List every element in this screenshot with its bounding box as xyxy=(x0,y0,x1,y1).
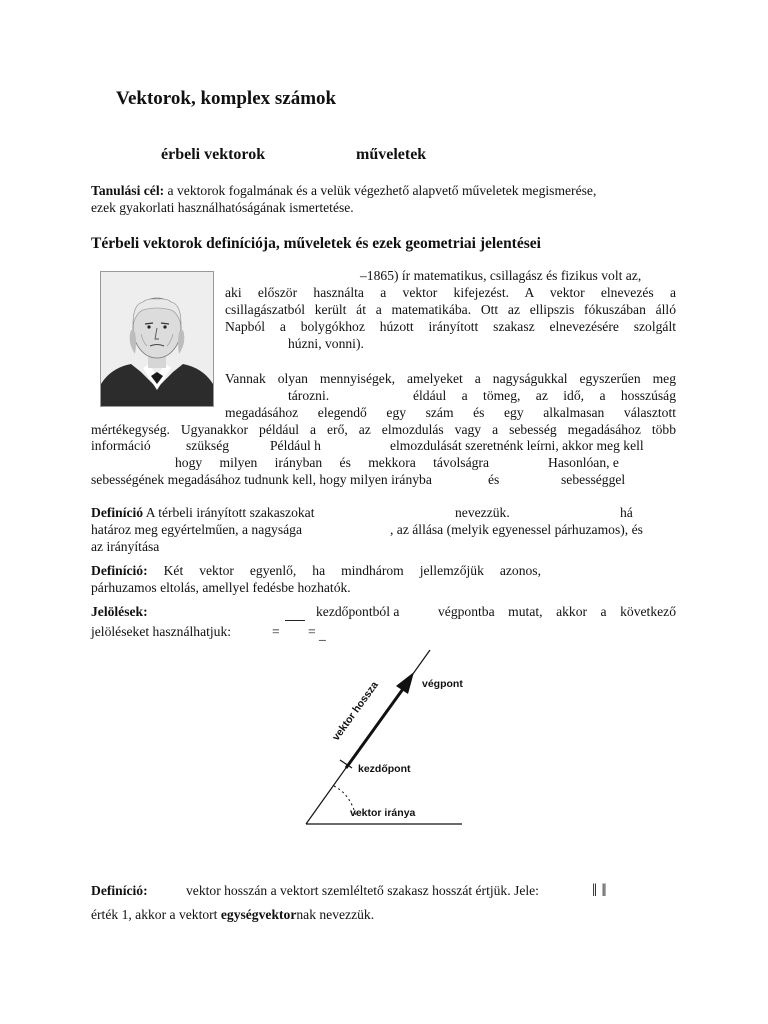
notation-line-1b: végpontba mutat, akkor a következő xyxy=(438,604,676,619)
def3-line-1: vektor hosszán a vektort szemléltető szakasz hosszát értjük. Jele: xyxy=(186,883,539,898)
goal-label: Tanulási cél: xyxy=(91,183,165,198)
def3-text-2c: nak nevezzük. xyxy=(296,907,375,922)
notation-label: Jelölések: xyxy=(91,604,148,619)
vector-overline-symbol xyxy=(285,620,305,621)
def3-label: Definíció: xyxy=(91,883,148,898)
subtitle-part2: műveletek xyxy=(356,146,427,163)
para-line-5c: Például h xyxy=(270,438,321,453)
def3-line-2 xyxy=(91,907,374,923)
para-line-1: Vannak olyan mennyiségek, amelyeket a nagyságukkal egyszerűen meg xyxy=(225,371,676,386)
def1-line-3: az irányítása xyxy=(91,539,160,554)
def3-text-2a: érték 1, akkor a vektort xyxy=(91,907,221,922)
notation-underline-symbol: _ xyxy=(319,627,326,642)
notation-eq-2: = xyxy=(308,624,316,639)
para-line-7a: sebességének megadásához tudnunk kell, hogy milyen irányba xyxy=(91,472,432,487)
para-line-5a: információ xyxy=(91,438,151,453)
start-point-label: kezdőpont xyxy=(358,763,411,775)
para-line-5b: szükség xyxy=(186,438,230,453)
goal-line-1 xyxy=(91,183,596,199)
para-line-6a: hogy milyen irányban és mekkora távolságra xyxy=(175,455,489,470)
def2-label: Definíció: xyxy=(91,563,148,578)
para-line-2b: éldául a tömeg, az idő, a hosszúság xyxy=(413,388,676,403)
vector-arrow-shaft xyxy=(346,682,408,768)
vector-length-label: vektor hossza xyxy=(330,679,381,744)
def1-text-1a: A térbeli irányított szakaszokat xyxy=(143,505,315,520)
direction-label: vektor iránya xyxy=(350,807,416,819)
intro-line-1: –1865) ír matematikus, csillagász és fizikus volt az, xyxy=(360,268,642,283)
notation-line-2a: jelöléseket használhatjuk: xyxy=(91,624,232,639)
notation-line-1a: kezdőpontból a xyxy=(316,604,400,619)
def1-line-2b: , az állása (melyik egyenessel párhuzamos), és xyxy=(390,522,643,537)
para-line-2a: tározni. xyxy=(288,388,330,403)
intro-line-5: húzni, vonni). xyxy=(288,336,364,351)
para-line-3: megadásához elegendő egy szám és egy alkalmasan választott xyxy=(225,405,676,420)
def1-line-1a xyxy=(91,505,315,521)
def1-line-2a: határoz meg egyértelműen, a nagysága xyxy=(91,522,302,537)
def2-text-1: Két vektor egyenlő, ha mindhárom jellemzőjük azonos, xyxy=(147,563,541,578)
section-heading: Térbeli vektorok definíciója, műveletek és ezek geometriai jelentései xyxy=(91,235,541,252)
goal-text-1: a vektorok fogalmának és a velük végezhető alapvető műveletek megismerése, xyxy=(164,183,597,198)
para-line-4: mértékegység. Ugyanakkor például a erő, az elmozdulás vagy a sebesség megadásához több xyxy=(91,422,676,437)
def1-line-1b: nevezzük. xyxy=(455,505,510,520)
subtitle-part1: érbeli vektorok xyxy=(161,146,266,163)
para-line-7c: sebességgel xyxy=(561,472,626,487)
portrait-illustration xyxy=(101,272,213,406)
intro-line-2: aki először használta a vektor kifejezést. A vektor elnevezés a xyxy=(225,285,676,300)
para-line-5d: elmozdulását szeretnénk leírni, akkor meg kell xyxy=(390,438,644,453)
para-line-7b: és xyxy=(488,472,500,487)
para-line-6b: Hasonlóan, e xyxy=(548,455,619,470)
end-point-label: végpont xyxy=(422,678,463,690)
portrait-image xyxy=(100,271,214,407)
def2-line-1 xyxy=(91,563,541,579)
vector-arrow-head xyxy=(396,672,414,694)
def2-line-2: párhuzamos eltolás, amellyel fedésbe hozhatók. xyxy=(91,580,351,595)
goal-line-2: ezek gyakorlati használhatóságának ismertetése. xyxy=(91,200,354,215)
def1-label: Definíció xyxy=(91,505,144,520)
vector-diagram-svg xyxy=(296,642,476,828)
intro-line-4: Napból a bolygókhoz húzott irányított szakasz elnevezésére szolgált xyxy=(225,319,676,334)
norm-symbol: ‖ ‖ xyxy=(592,880,607,900)
page-title: Vektorok, komplex számok xyxy=(116,88,337,109)
vector-diagram xyxy=(296,642,476,828)
notation-eq-1: = xyxy=(272,624,280,639)
def1-line-1c: há xyxy=(620,505,633,520)
intro-line-3: csillagászatból került át a matematikába. Ott az ellipszis fókuszában álló xyxy=(225,302,676,317)
unit-vector-term: egységvektor xyxy=(220,907,297,922)
